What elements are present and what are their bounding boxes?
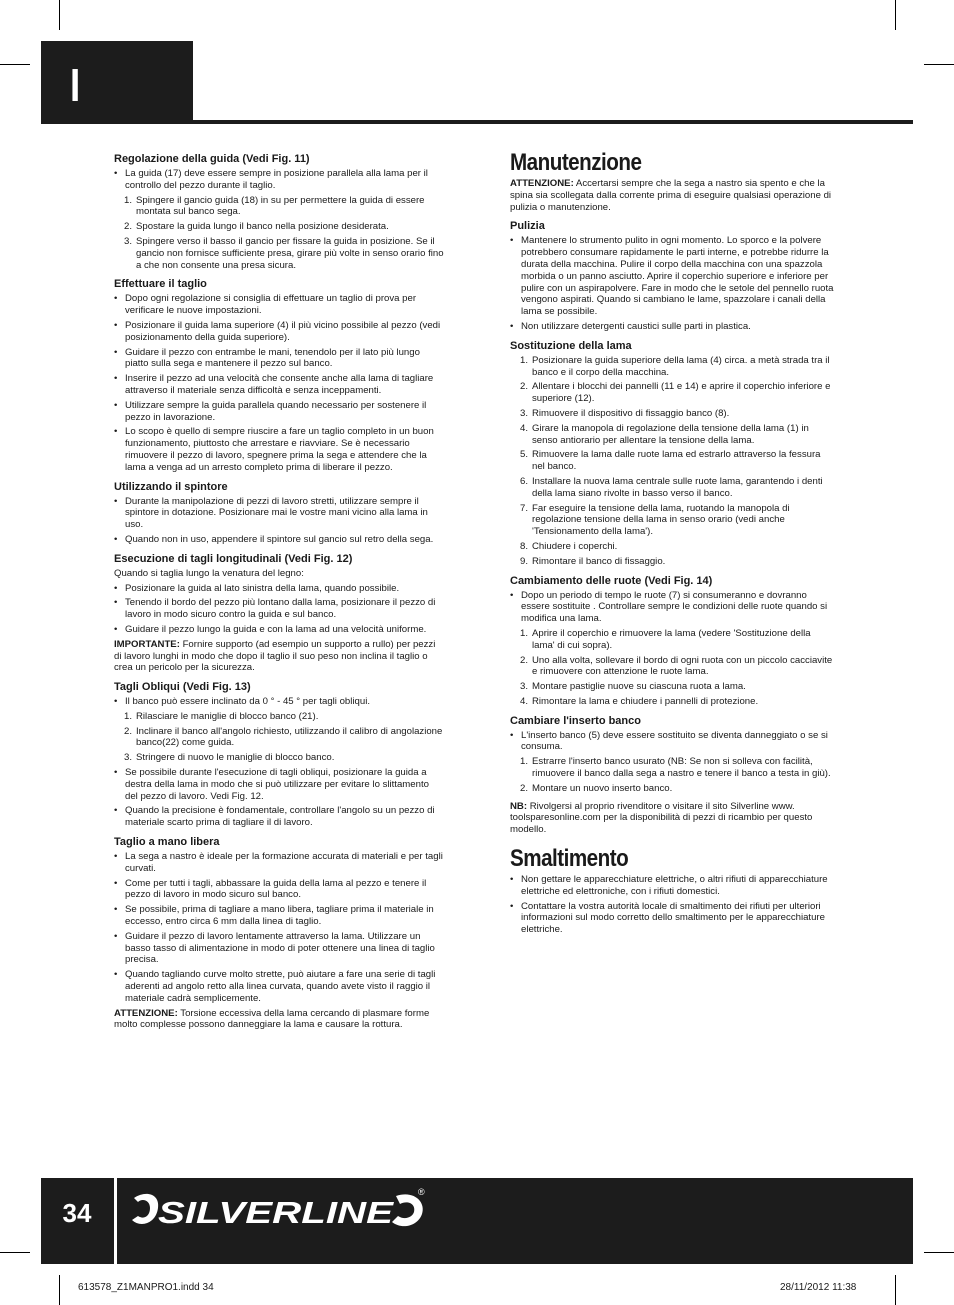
list-item: • Non utilizzare detergenti caustici sulle parti in plastica.: [510, 321, 835, 333]
step-text: Spingere il gancio guida (18) in su per permettere la guida di essere montata sul banco sega.: [136, 194, 425, 218]
list-item: • Guidare il pezzo lungo la guida e con la lama ad una velocità uniforme.: [114, 624, 444, 636]
right-column: [510, 150, 835, 939]
step-text: Rimontare la lama e chiudere i pannelli di protezione.: [532, 695, 759, 707]
silverline-logo: [128, 1186, 428, 1236]
logo-swoosh-left: [132, 1194, 158, 1224]
step-number: 7.: [520, 502, 529, 514]
list-item: • Guidare il pezzo di lavoro lentamente attraverso la lama. Utilizzare un basso tasso di alimentazione in modo di poter ottenere una linea di taglio precisa.: [114, 931, 444, 966]
wheels-steps: [510, 628, 835, 708]
step-number: 2.: [124, 725, 133, 737]
step-text: Far eseguire la tensione della lama, ruotando la manopola di regolazione tensione della lama in senso orario (vedi anche 'Tensionamento della lama').: [532, 502, 790, 538]
heading-guide: Regolazione della guida (Vedi Fig. 11): [114, 153, 310, 165]
numbered-step: [510, 628, 835, 652]
numbered-step: [510, 381, 835, 405]
step-text: Rimuovere la lama dalle ruote lama ed estrarlo attraverso la fessura nel banco.: [532, 449, 821, 473]
title-disposal: Smaltimento: [510, 845, 629, 873]
step-text: Inclinare il banco all'angolo richiesto, utilizzando il calibro di angolazione banco(22) come guida.: [136, 725, 443, 749]
freehand-bullets: [114, 851, 444, 1005]
heading-rip: Esecuzione di tagli longitudinali (Vedi Fig. 12): [114, 552, 353, 565]
list-item: • Inserire il pezzo ad una velocità che consente anche alla lama di tagliare attraverso il materiale senza difficoltà e senza inceppamenti.: [114, 373, 444, 397]
list-item: • Non gettare le apparecchiature elettriche, o altri rifiuti di apparecchiature elettriche ed elettroniche, con i rifiuti domestici.: [510, 874, 835, 898]
step-number: 1.: [520, 627, 529, 639]
wheels-bullet: [510, 590, 835, 625]
blade-steps: [510, 355, 835, 568]
logo-wordmark: SILVERLINE: [158, 1195, 395, 1230]
numbered-step: [114, 221, 444, 233]
header-rule: [41, 120, 913, 124]
heading-cleaning: Pulizia: [510, 220, 545, 233]
heading-wheels: Cambiamento delle ruote (Vedi Fig. 14): [510, 574, 713, 587]
important-text: Fornire supporto (ad esempio un supporto a rullo) per pezzi di lavoro lunghi in modo che dopo il taglio il suo peso non inclina il taglio o crea un pericolo per la sicurezza.: [114, 638, 436, 674]
nb-text: Rivolgersi al proprio rivenditore o visitare il sito Silverline www. toolsparesonline.com per la disponibilità di pezzi di ricambio per questo modello.: [510, 800, 813, 836]
important-label: IMPORTANTE:: [114, 638, 180, 650]
list-item: • Quando la precisione è fondamentale, controllare l'angolo su un pezzo di materiale scarto prima di tagliare il di lavoro.: [114, 805, 444, 829]
list-item: • Dopo ogni regolazione si consiglia di effettuare un taglio di prova per verificare le nuove impostazioni.: [114, 293, 444, 317]
step-number: 4.: [520, 422, 529, 434]
nb-note: [510, 801, 835, 836]
date-slug: 28/11/2012 11:38: [780, 1282, 857, 1293]
step-text: Estrarre l'inserto banco usurato (NB: Se non si solleva con facilità, rimuovere il banco dalla sega a nastro e tenere il banco a testa in giù).: [532, 756, 831, 780]
step-number: 8.: [520, 540, 529, 552]
numbered-step: [114, 752, 444, 764]
numbered-step: [510, 423, 835, 447]
numbered-step: [114, 195, 444, 219]
list-item: • Utilizzare sempre la guida parallela quando necessario per sostenere il pezzo in lavorazione.: [114, 400, 444, 424]
insert-bullet: [510, 730, 835, 754]
numbered-step: [510, 783, 835, 795]
heading-insert: Cambiare l'inserto banco: [510, 714, 641, 727]
list-item: • Contattare la vostra autorità locale di smaltimento dei rifiuti per ulteriori informazioni sul modo corretto dello smaltimento per le apparecchiature elettriche.: [510, 901, 835, 936]
heading-freehand: Taglio a mano libera: [114, 836, 220, 849]
step-text: Installare la nuova lama centrale sulle ruote lama, garantendo i denti della lama siano rivolte in basso verso il banco.: [532, 475, 823, 499]
step-text: Spostare la guida lungo il banco nella posizione desiderata.: [136, 221, 389, 233]
step-number: 3.: [520, 681, 529, 693]
step-number: 6.: [520, 475, 529, 487]
numbered-step: [114, 726, 444, 750]
crop-mark: [895, 0, 896, 30]
numbered-step: [510, 449, 835, 473]
step-number: 3.: [124, 752, 133, 764]
list-item: • Lo scopo è quello di sempre riuscire a fare un taglio completo in un buon funzionamento, piuttosto che arrestare e riavviare. Se è necessario rimuovere il pezzo di lavoro, spegnere prima la sega e attendere che la lama a venga ad un arresto completo prima di liberare il pezzo.: [114, 426, 444, 473]
freehand-warning: [114, 1008, 444, 1032]
crop-mark: [924, 64, 954, 65]
logo-swoosh-right: [392, 1194, 423, 1226]
warning-text: Accertarsi sempre che la sega a nastro sia spento e che la spina sia scollegata dalla corrente prima di eseguire qualsiasi operazione di pulizia o manutenzione.: [510, 178, 832, 213]
step-text: Posizionare la guida superiore della lama (4) circa. a metà strada tra il banco e il corpo della macchina.: [532, 354, 830, 378]
step-text: Spingere verso il basso il gancio per fissare la guida in posizione. Se il gancio non fornisce sufficiente presa, girare più volte in senso orario fino a che non consente una presa sicura.: [136, 235, 444, 271]
numbered-step: [510, 541, 835, 553]
list-item: • Durante la manipolazione di pezzi di lavoro stretti, utilizzare sempre il spintore in dotazione. Posizionare mai le vostre mani vicino alla lama in uso.: [114, 496, 444, 531]
list-item: • Posizionare il guida lama superiore (4) il più vicino possibile al pezzo (vedi posizionamento della guida superiore).: [114, 320, 444, 344]
heading-pusher: Utilizzando il spintore: [114, 480, 228, 493]
file-slug: 613578_Z1MANPRO1.indd 34: [78, 1282, 214, 1293]
warning-text: Torsione eccessiva della lama cercando di plasmare forme molto complesse possono danneggiare la lama e causare la rottura.: [114, 1007, 430, 1031]
warning-label: ATTENZIONE:: [114, 1007, 178, 1019]
crop-mark: [0, 1252, 30, 1253]
step-number: 2.: [520, 782, 529, 794]
list-item: • Il banco può essere inclinato da 0 ° - 45 ° per tagli obliqui.: [114, 696, 444, 708]
numbered-step: [510, 408, 835, 420]
crop-mark: [0, 64, 30, 65]
step-text: Rimontare il banco di fissaggio.: [532, 555, 666, 567]
step-text: Girare la manopola di regolazione della tensione della lama (1) in senso antiorario per allentare la tensione della lama.: [532, 422, 809, 446]
title-maintenance: Manutenzione: [510, 149, 642, 176]
left-column: [114, 152, 444, 1034]
footer-divider: [114, 1178, 117, 1264]
list-item: • Guidare il pezzo con entrambe le mani, tenendolo per il lato più lungo piatto sulla sega e mantenere il pezzo sul banco.: [114, 347, 444, 371]
crop-mark: [924, 1252, 954, 1253]
numbered-step: [510, 556, 835, 568]
crop-mark: [895, 1275, 896, 1305]
step-text: Allentare i blocchi dei pannelli (11 e 14) e aprire il coperchio inferiore e superiore (12).: [532, 381, 831, 405]
important-note: [114, 639, 444, 674]
bevel-steps: [114, 711, 444, 764]
crop-mark: [59, 0, 60, 30]
registered-mark: ®: [418, 1187, 425, 1197]
step-number: 2.: [520, 654, 529, 666]
list-item: • Quando non in uso, appendere il spintore sul gancio sul retro della sega.: [114, 534, 444, 546]
numbered-step: [510, 476, 835, 500]
list-item: • La guida (17) deve essere sempre in posizione parallela alla lama per il controllo del pezzo durante il taglio.: [114, 168, 444, 192]
step-text: Montare pastiglie nuove su ciascuna ruota a lama.: [532, 681, 746, 693]
step-number: 5.: [520, 449, 529, 461]
list-item: • Tenendo il bordo del pezzo più lontano dalla lama, posizionare il pezzo di lavoro in modo sicuro contro la guida e sul banco.: [114, 597, 444, 621]
step-text: Uno alla volta, sollevare il bordo di ogni ruota con un piccolo cacciavite e rimuovere con attenzione le ruote lama.: [532, 654, 833, 678]
list-item: • Se possibile durante l'esecuzione di tagli obliqui, posizionare la guida a destra della lama in modo che si può utilizzare per evitare lo slittamento del pezzo di lavoro. Vedi Fig. 12.: [114, 767, 444, 802]
numbered-step: [510, 756, 835, 780]
insert-steps: [510, 756, 835, 794]
list-item: • Se possibile, prima di tagliare a mano libera, tagliare prima il materiale in eccesso, entro circa 6 mm dalla linea di taglio.: [114, 904, 444, 928]
step-text: Montare un nuovo inserto banco.: [532, 782, 673, 794]
nb-label: NB:: [510, 800, 528, 812]
list-item: • La sega a nastro è ideale per la formazione accurata di materiali e per tagli curvati.: [114, 851, 444, 875]
step-text: Rilasciare le maniglie di blocco banco (21).: [136, 710, 319, 722]
numbered-step: [510, 681, 835, 693]
heading-blade: Sostituzione della lama: [510, 339, 632, 352]
rip-bullets: [114, 583, 444, 636]
list-item: • Dopo un periodo di tempo le ruote (7) si consumeranno e dovranno essere sostituite . Controllare sempre le condizioni delle ruote quando si modifica una lama.: [510, 590, 835, 625]
numbered-step: [510, 655, 835, 679]
step-number: 3.: [520, 407, 529, 419]
guide-steps: [114, 195, 444, 272]
numbered-step: [510, 355, 835, 379]
language-tab: [41, 41, 193, 124]
list-item: • Come per tutti i tagli, abbassare la guida della lama al pezzo e tenere il pezzo di lavoro in modo sicuro sul banco.: [114, 878, 444, 902]
step-text: Aprire il coperchio e rimuovere la lama (vedere 'Sostituzione della lama' di cui sopra).: [532, 627, 811, 651]
crop-mark: [59, 1275, 60, 1305]
step-number: 1.: [124, 194, 133, 206]
step-number: 2.: [520, 381, 529, 393]
step-number: 1.: [124, 710, 133, 722]
step-text: Stringere di nuovo le maniglie di blocco banco.: [136, 752, 335, 764]
disposal-bullets: [510, 874, 835, 936]
step-number: 1.: [520, 354, 529, 366]
bevel-bullets: [114, 767, 444, 829]
list-item: • Quando tagliando curve molto strette, può aiutare a fare una serie di tagli aderenti ad angolo retto alla linea curvata, quando avete visto il raggio il materiale cadrà semplicemente.: [114, 969, 444, 1004]
numbered-step: [114, 236, 444, 271]
numbered-step: [114, 711, 444, 723]
pusher-bullets: [114, 496, 444, 546]
numbered-step: [510, 696, 835, 708]
step-number: 4.: [520, 695, 529, 707]
guide-bullets: [114, 168, 444, 192]
list-item: • Mantenere lo strumento pulito in ogni momento. Lo sporco e la polvere potrebbero consumare rapidamente le parti interne, e potrebbe ridurre la durata della macchina. Pulire il corpo della macchina con una spazzola morbida o un panno asciutto. Aprire il coperchio superiore e inferiore per pulire con un aspirapolvere. Fare in modo che le setole del pennello ruota vengono aspirati. Quando si cambiano le lame, spazzolare i canali della lama se possibile.: [510, 235, 835, 318]
cleaning-bullets: [510, 235, 835, 332]
list-item: • L'inserto banco (5) deve essere sostituito se diventa danneggiato o se si consuma.: [510, 730, 835, 754]
language-letter: I: [70, 59, 81, 111]
cut-bullets: [114, 293, 444, 473]
step-text: Rimuovere il dispositivo di fissaggio banco (8).: [532, 407, 730, 419]
rip-intro: Quando si taglia lungo la venatura del legno:: [114, 567, 304, 579]
page-number: 34: [62, 1198, 92, 1228]
step-number: 9.: [520, 555, 529, 567]
step-number: 1.: [520, 756, 529, 768]
step-number: 3.: [124, 235, 133, 247]
warning-label: ATTENZIONE:: [510, 178, 574, 189]
step-number: 2.: [124, 221, 133, 233]
step-text: Chiudere i coperchi.: [532, 540, 618, 552]
heading-bevel: Tagli Obliqui (Vedi Fig. 13): [114, 681, 251, 694]
heading-cut: Effettuare il taglio: [114, 278, 207, 291]
list-item: • Posizionare la guida al lato sinistra della lama, quando possibile.: [114, 583, 444, 595]
numbered-step: [510, 503, 835, 538]
maintenance-warning: [510, 178, 835, 213]
bevel-bullet: [114, 696, 444, 708]
